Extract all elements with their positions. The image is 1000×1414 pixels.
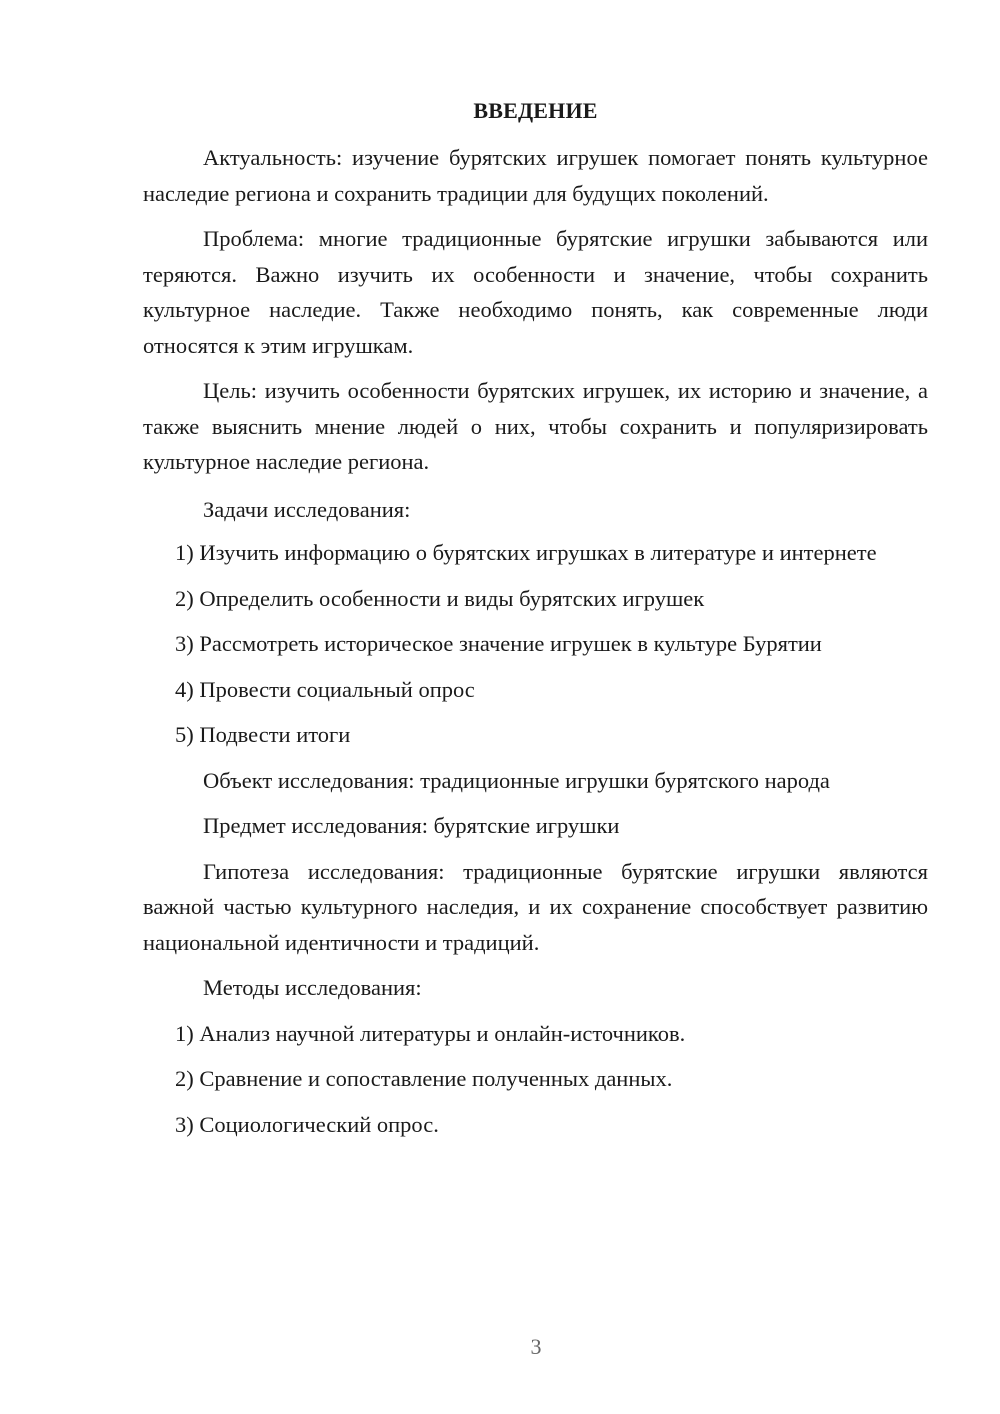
methods-heading: Методы исследования: (203, 975, 422, 1000)
section-title: ВВЕДЕНИЕ (473, 98, 598, 123)
subject-paragraph: Предмет исследования: бурятские игрушки (203, 813, 620, 838)
method-item: 3) Социологический опрос. (175, 1111, 439, 1137)
method-item: 1) Анализ научной литературы и онлайн-источников. (175, 1020, 686, 1046)
tasks-heading: Задачи исследования: (203, 496, 411, 522)
task-item: 5) Подвести итоги (175, 722, 351, 747)
method-item: 2) Сравнение и сопоставление полученных данных. (175, 1066, 673, 1091)
task-item: 2) Определить особенности и виды бурятских игрушек (175, 585, 705, 611)
relevance-paragraph: Актуальность: изучение бурятских игрушек помогает понять культурное наследие региона и сохранить традиции для будущих поколений. (143, 145, 928, 206)
goal-paragraph: Цель: изучить особенности бурятских игрушек, их историю и значение, а также выяснить мнение людей о них, чтобы сохранить и популяризировать культурное наследие региона. (143, 378, 928, 474)
page-number: 3 (530, 1334, 542, 1359)
document-body (143, 140, 928, 1152)
object-paragraph: Объект исследования: традиционные игрушки бурятского народа (203, 767, 830, 793)
task-item: 3) Рассмотреть историческое значение игрушек в культуре Бурятии (175, 631, 822, 656)
task-item: 4) Провести социальный опрос (175, 676, 475, 702)
problem-paragraph: Проблема: многие традиционные бурятские игрушки забываются или теряются. Важно изучить их особенности и значение, чтобы сохранить культурное наследие. Также необходимо понять, как современные люди относятся к этим игрушкам. (143, 226, 928, 358)
hypothesis-paragraph: Гипотеза исследования: традиционные бурятские игрушки являются важной частью культурного наследия, и их сохранение способствует развитию национальной идентичности и традиций. (143, 858, 928, 955)
task-item: 1) Изучить информацию о бурятских игрушках в литературе и интернете (175, 540, 877, 565)
